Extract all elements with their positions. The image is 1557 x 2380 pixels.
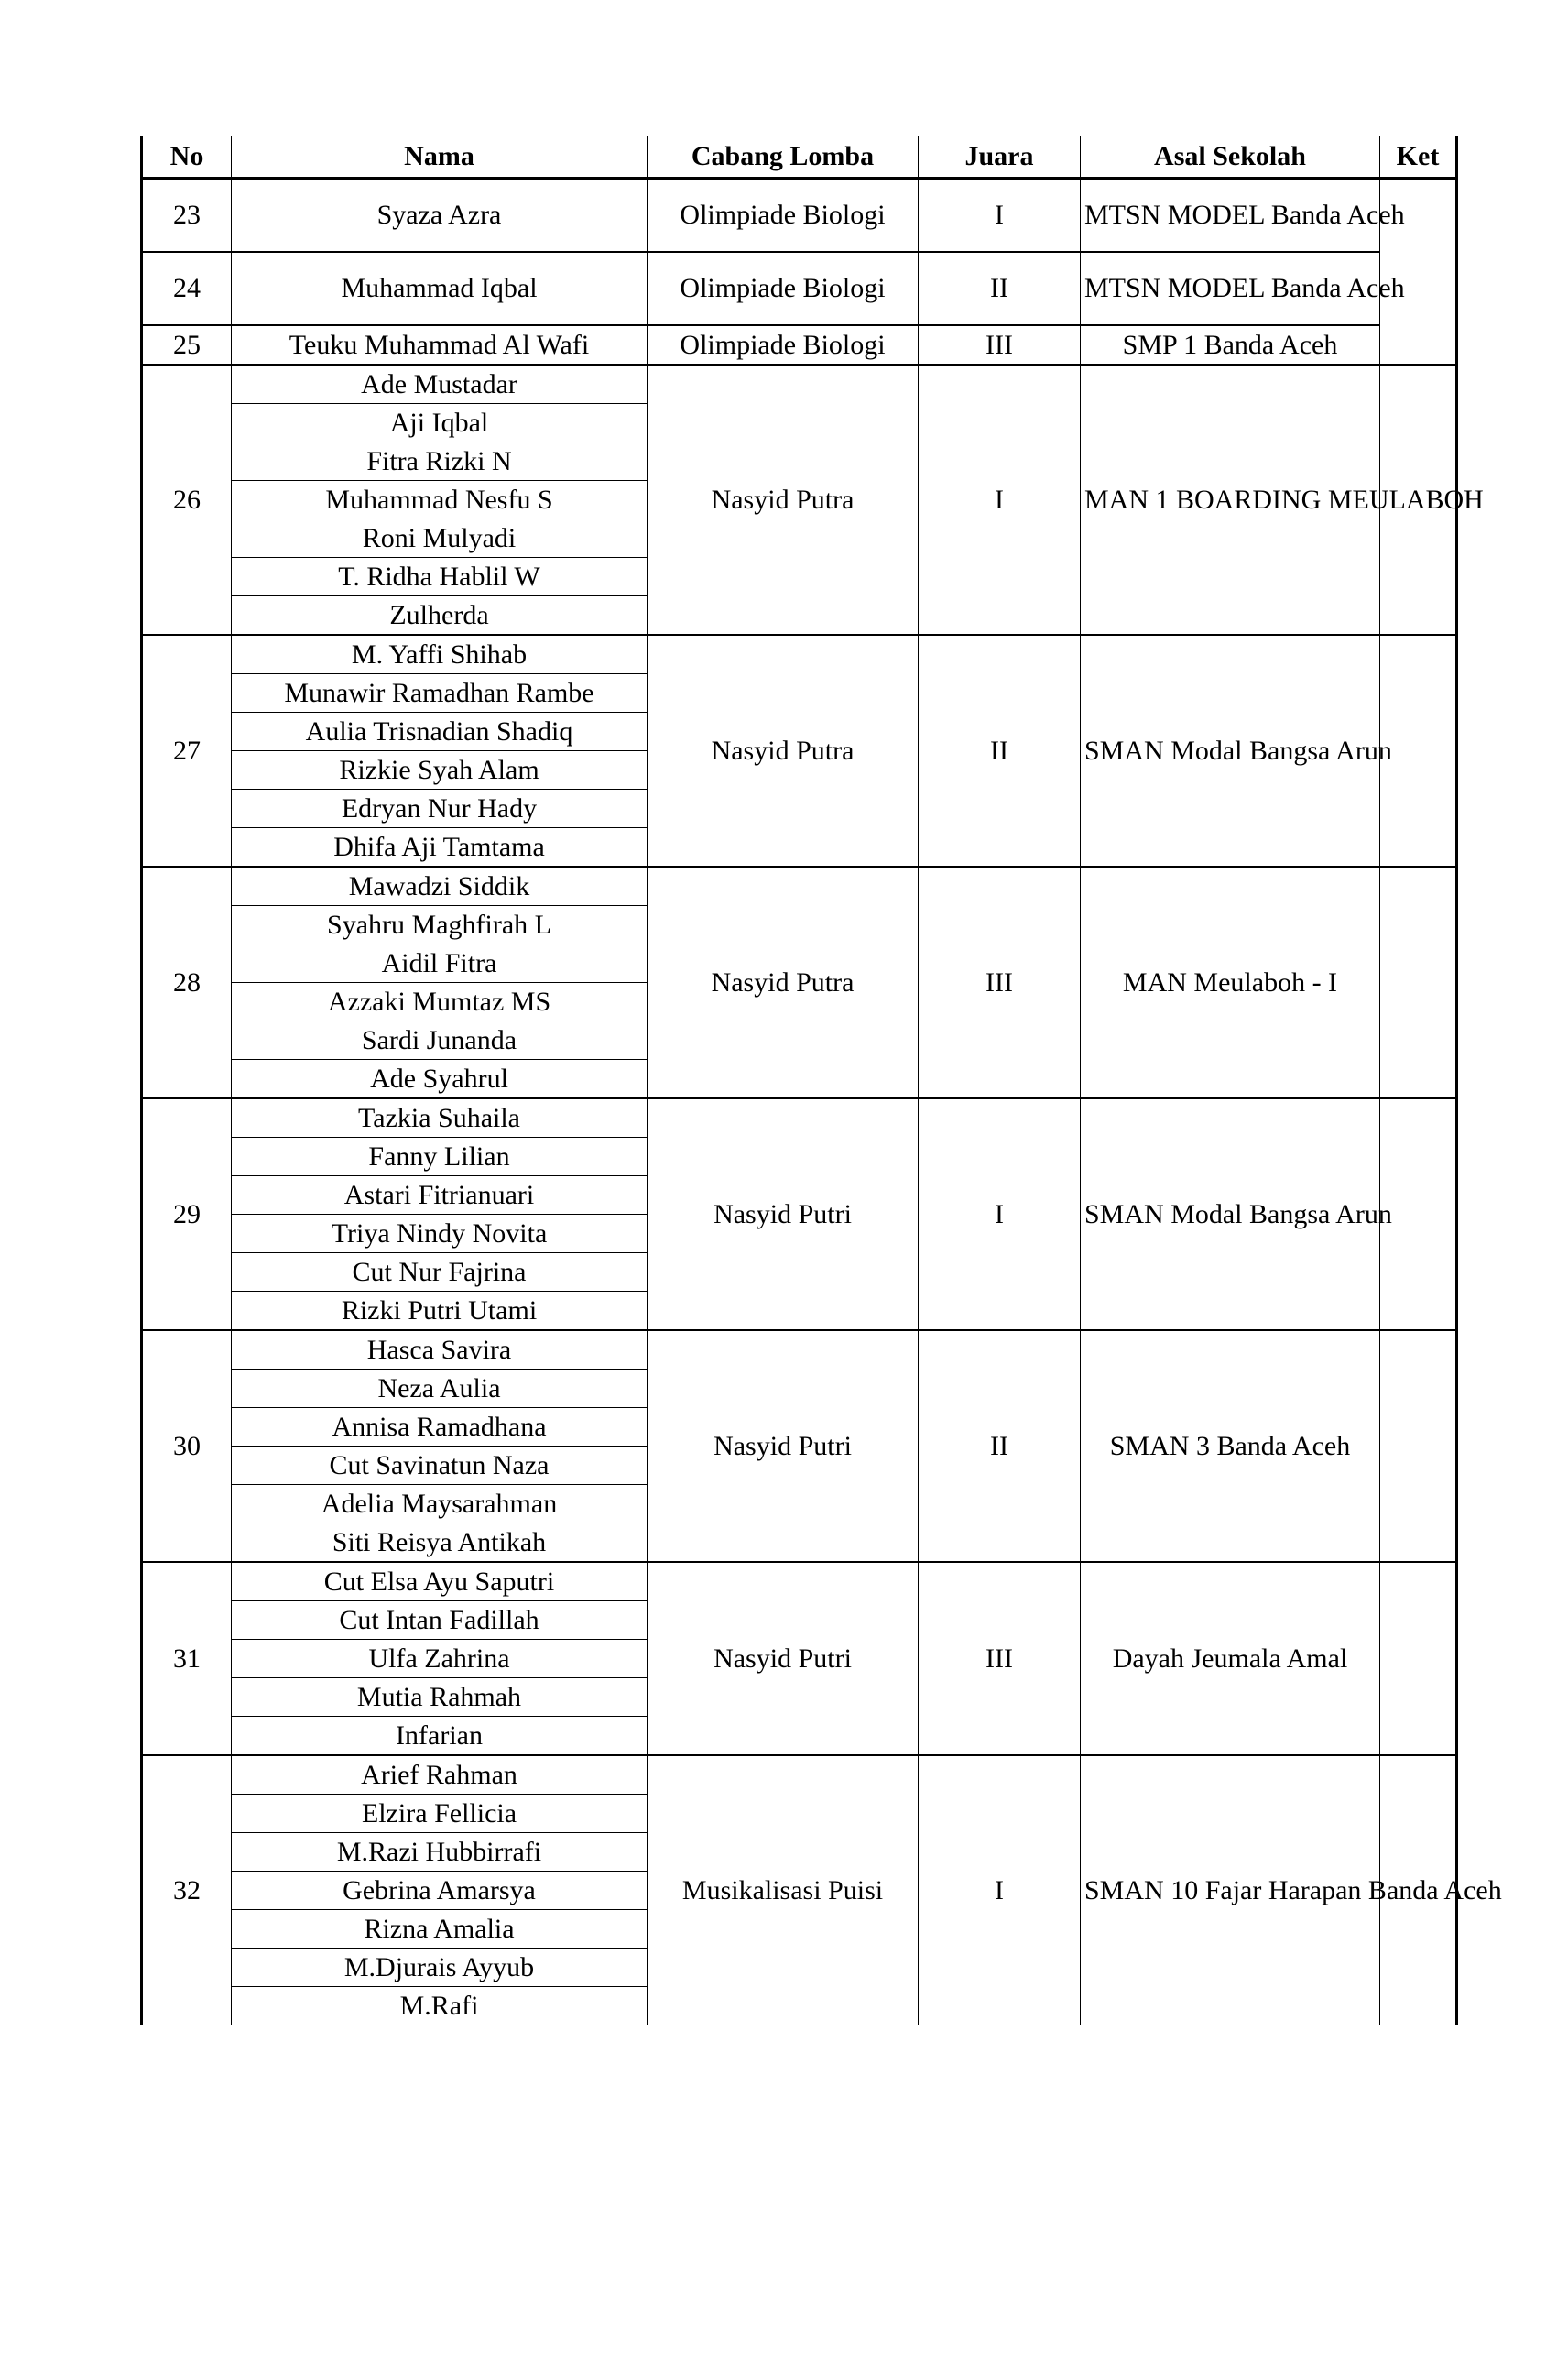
cell-nama: M. Yaffi Shihab <box>232 635 648 674</box>
cell-juara: I <box>919 1755 1081 2025</box>
cell-cabang-lomba: Nasyid Putra <box>648 365 919 635</box>
cell-nama: Teuku Muhammad Al Wafi <box>232 325 648 365</box>
cell-asal-sekolah: SMAN 3 Banda Aceh <box>1081 1330 1380 1562</box>
table-row <box>142 1755 1457 1795</box>
table-row <box>142 867 1457 906</box>
cell-asal-sekolah: SMAN Modal Bangsa Arun <box>1081 635 1380 867</box>
cell-nama: Cut Savinatun Naza <box>232 1447 648 1485</box>
cell-asal-sekolah: SMP 1 Banda Aceh <box>1081 325 1380 365</box>
competition-results-table <box>140 136 1502 2025</box>
cell-juara: I <box>919 365 1081 635</box>
cell-juara: II <box>919 635 1081 867</box>
cell-nama: Roni Mulyadi <box>232 519 648 558</box>
cell-nama: Aji Iqbal <box>232 404 648 442</box>
cell-nama: Siti Reisya Antikah <box>232 1523 648 1563</box>
cell-nama: Zulherda <box>232 596 648 636</box>
cell-nama: Ade Syahrul <box>232 1060 648 1099</box>
cell-juara: II <box>919 1330 1081 1562</box>
cell-nama: Ulfa Zahrina <box>232 1640 648 1678</box>
cell-juara: I <box>919 179 1081 253</box>
cell-nama: Cut Nur Fajrina <box>232 1253 648 1292</box>
cell-nama: Cut Intan Fadillah <box>232 1601 648 1640</box>
cell-no: 25 <box>142 325 232 365</box>
cell-nama: Rizki Putri Utami <box>232 1292 648 1331</box>
table-row <box>142 365 1457 404</box>
cell-nama: Aulia Trisnadian Shadiq <box>232 713 648 751</box>
cell-ket <box>1380 867 1457 1098</box>
cell-cabang-lomba: Nasyid Putri <box>648 1330 919 1562</box>
cell-asal-sekolah: MTSN MODEL Banda Aceh <box>1081 179 1380 253</box>
cell-nama: Dhifa Aji Tamtama <box>232 828 648 868</box>
cell-nama: Cut Elsa Ayu Saputri <box>232 1562 648 1601</box>
table-row <box>142 325 1457 365</box>
cell-no: 31 <box>142 1562 232 1755</box>
cell-juara: II <box>919 252 1081 325</box>
cell-nama: Munawir Ramadhan Rambe <box>232 674 648 713</box>
cell-nama: Elzira Fellicia <box>232 1795 648 1833</box>
cell-nama: Tazkia Suhaila <box>232 1098 648 1138</box>
cell-nama: Annisa Ramadhana <box>232 1408 648 1447</box>
cell-nama: Syahru Maghfirah L <box>232 906 648 944</box>
cell-no: 30 <box>142 1330 232 1562</box>
cell-asal-sekolah: MAN 1 BOARDING MEULABOH <box>1081 365 1380 635</box>
cell-nama: Sardi Junanda <box>232 1021 648 1060</box>
cell-no: 32 <box>142 1755 232 2025</box>
table-row <box>142 1562 1457 1601</box>
cell-asal-sekolah: Dayah Jeumala Amal <box>1081 1562 1380 1755</box>
table-row <box>142 252 1457 325</box>
cell-asal-sekolah: MTSN MODEL Banda Aceh <box>1081 252 1380 325</box>
cell-nama: Azzaki Mumtaz MS <box>232 983 648 1021</box>
cell-nama: Gebrina Amarsya <box>232 1872 648 1910</box>
cell-asal-sekolah: MAN Meulaboh - I <box>1081 867 1380 1098</box>
table-row <box>142 179 1457 253</box>
cell-no: 29 <box>142 1098 232 1330</box>
cell-nama: Neza Aulia <box>232 1370 648 1408</box>
cell-no: 23 <box>142 179 232 253</box>
header-asal-sekolah: Asal Sekolah <box>1081 136 1380 179</box>
cell-cabang-lomba: Nasyid Putra <box>648 867 919 1098</box>
cell-cabang-lomba: Nasyid Putra <box>648 635 919 867</box>
cell-nama: Adelia Maysarahman <box>232 1485 648 1523</box>
cell-no: 27 <box>142 635 232 867</box>
cell-cabang-lomba: Olimpiade Biologi <box>648 325 919 365</box>
cell-nama: Aidil Fitra <box>232 944 648 983</box>
header-nama: Nama <box>232 136 648 179</box>
cell-juara: I <box>919 1098 1081 1330</box>
header-no: No <box>142 136 232 179</box>
cell-nama: Astari Fitrianuari <box>232 1176 648 1215</box>
cell-no: 28 <box>142 867 232 1098</box>
cell-ket <box>1380 1330 1457 1562</box>
cell-juara: III <box>919 1562 1081 1755</box>
cell-cabang-lomba: Musikalisasi Puisi <box>648 1755 919 2025</box>
cell-juara: III <box>919 867 1081 1098</box>
cell-nama: M.Rafi <box>232 1987 648 2025</box>
cell-nama: Arief Rahman <box>232 1755 648 1795</box>
cell-nama: M.Djurais Ayyub <box>232 1949 648 1987</box>
cell-no: 24 <box>142 252 232 325</box>
cell-nama: Syaza Azra <box>232 179 648 253</box>
cell-nama: T. Ridha Hablil W <box>232 558 648 596</box>
cell-nama: Rizna Amalia <box>232 1910 648 1949</box>
table-body <box>142 179 1502 2025</box>
cell-nama: Muhammad Nesfu S <box>232 481 648 519</box>
cell-nama: Fitra Rizki N <box>232 442 648 481</box>
cell-asal-sekolah: SMAN 10 Fajar Harapan Banda Aceh <box>1081 1755 1380 2025</box>
table-row <box>142 635 1457 674</box>
cell-nama: Mawadzi Siddik <box>232 867 648 906</box>
cell-nama: Muhammad Iqbal <box>232 252 648 325</box>
cell-no: 26 <box>142 365 232 635</box>
cell-nama: Edryan Nur Hady <box>232 790 648 828</box>
cell-nama: Triya Nindy Novita <box>232 1215 648 1253</box>
cell-nama: Mutia Rahmah <box>232 1678 648 1717</box>
table-row <box>142 1330 1457 1370</box>
header-ket: Ket <box>1380 136 1457 179</box>
cell-cabang-lomba: Olimpiade Biologi <box>648 179 919 253</box>
cell-asal-sekolah: SMAN Modal Bangsa Arun <box>1081 1098 1380 1330</box>
table-row <box>142 1098 1457 1138</box>
cell-nama: Hasca Savira <box>232 1330 648 1370</box>
table-header-row <box>142 136 1457 179</box>
cell-cabang-lomba: Nasyid Putri <box>648 1098 919 1330</box>
cell-nama: Fanny Lilian <box>232 1138 648 1176</box>
cell-cabang-lomba: Olimpiade Biologi <box>648 252 919 325</box>
cell-nama: M.Razi Hubbirrafi <box>232 1833 648 1872</box>
cell-cabang-lomba: Nasyid Putri <box>648 1562 919 1755</box>
cell-nama: Ade Mustadar <box>232 365 648 404</box>
cell-nama: Rizkie Syah Alam <box>232 751 648 790</box>
header-juara: Juara <box>919 136 1081 179</box>
header-cabang-lomba: Cabang Lomba <box>648 136 919 179</box>
cell-ket <box>1380 1562 1457 1755</box>
cell-juara: III <box>919 325 1081 365</box>
cell-nama: Infarian <box>232 1717 648 1756</box>
